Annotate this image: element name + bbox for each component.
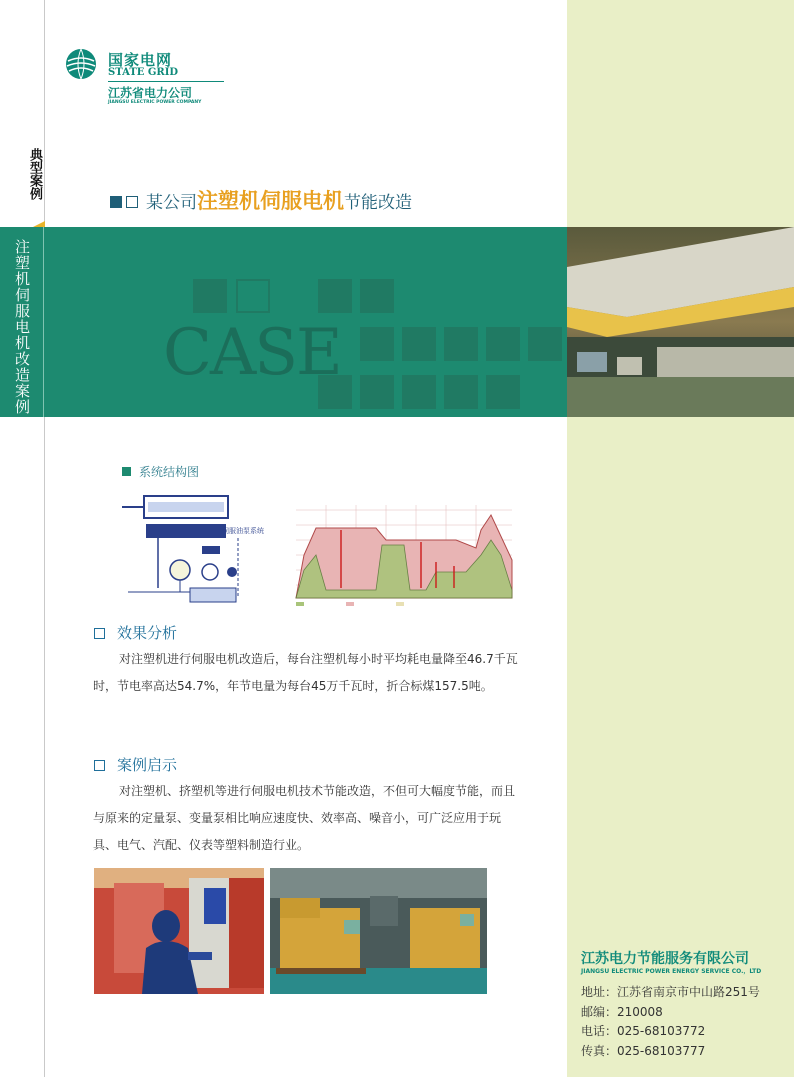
banner-square: [360, 375, 394, 409]
state-grid-logo: [64, 45, 234, 107]
left-rule: [44, 0, 45, 1077]
logo-sub-cn: 江苏省电力公司: [108, 86, 193, 100]
effect-paragraph: 对注塑机进行伺服电机改造后，每台注塑机每小时平均耗电量降至46.7千瓦时，节电率高达54.7%，年节电量为每台45万千瓦时，折合标煤157.5吨。: [93, 652, 518, 693]
system-structure-text: 系统结构图: [139, 465, 200, 479]
effect-heading-text: 效果分析: [117, 624, 178, 642]
case-watermark: CASE: [163, 316, 341, 390]
case-side-tab: [0, 227, 44, 417]
effect-heading: [94, 622, 177, 643]
banner-square: [486, 327, 520, 361]
banner-square: [486, 375, 520, 409]
banner-square: [444, 375, 478, 409]
company-name-en: JIANGSU ELECTRIC POWER ENERGY SERVICE CO.，LTD: [581, 968, 762, 975]
banner-square: [360, 279, 394, 313]
factory-photo: [567, 227, 794, 417]
energy-consumption-graph: [286, 500, 518, 612]
company-name-cn: 江苏电力节能服务有限公司: [581, 951, 749, 967]
company-fax: 传真：025-68103777: [581, 1044, 706, 1058]
title-prefix: 某公司: [146, 193, 197, 213]
banner-square: [236, 279, 270, 313]
injection-machines-photo: [270, 868, 487, 994]
worker-photo: [94, 868, 264, 994]
label-bullet-icon: [122, 467, 131, 476]
company-phone: 电话：025-68103772: [581, 1024, 706, 1038]
title-filled-square-icon: [110, 196, 122, 208]
insight-box-icon: [94, 760, 105, 771]
logo-name-en: STATE GRID: [108, 67, 179, 78]
title-highlight: 注塑机伺服电机: [197, 189, 344, 213]
banner-square: [444, 327, 478, 361]
title-empty-square-icon: [126, 196, 138, 208]
logo-name-cn: 国家电网: [108, 51, 173, 69]
insight-paragraph: 对注塑机、挤塑机等进行伺服电机技术节能改造，不但可大幅度节能，而且与原来的定量泵、变量泵相比响应速度快、效率高、噪音小，可广泛应用于玩具、电气、汽配、仪表等塑料制造行业。: [93, 784, 516, 852]
servo-pump-diagram: [118, 488, 270, 612]
category-tab: 典型案例: [27, 148, 42, 200]
company-address: 地址：江苏省南京市中山路251号: [581, 985, 760, 999]
banner-square: [402, 327, 436, 361]
banner-square: [528, 327, 562, 361]
company-postcode: 邮编：210008: [581, 1005, 663, 1019]
insight-heading-text: 案例启示: [117, 756, 178, 774]
title-suffix: 节能改造: [344, 193, 412, 213]
case-side-tab-label: 注塑机伺服电机改造案例: [13, 239, 31, 415]
banner-square: [193, 279, 227, 313]
page-title: [110, 185, 412, 215]
banner-square: [360, 327, 394, 361]
system-structure-label: [122, 463, 199, 480]
banner-square: [318, 279, 352, 313]
banner-square: [402, 375, 436, 409]
logo-divider: [108, 81, 224, 82]
right-panel: [567, 0, 794, 1077]
state-grid-globe-icon: [64, 47, 98, 81]
case-banner: [0, 227, 567, 417]
effect-box-icon: [94, 628, 105, 639]
diagram-servo-label: 伺服油泵系统: [222, 527, 264, 535]
logo-sub-en: JIANGSU ELECTRIC POWER COMPANY: [108, 100, 202, 105]
insight-heading: [94, 754, 177, 775]
